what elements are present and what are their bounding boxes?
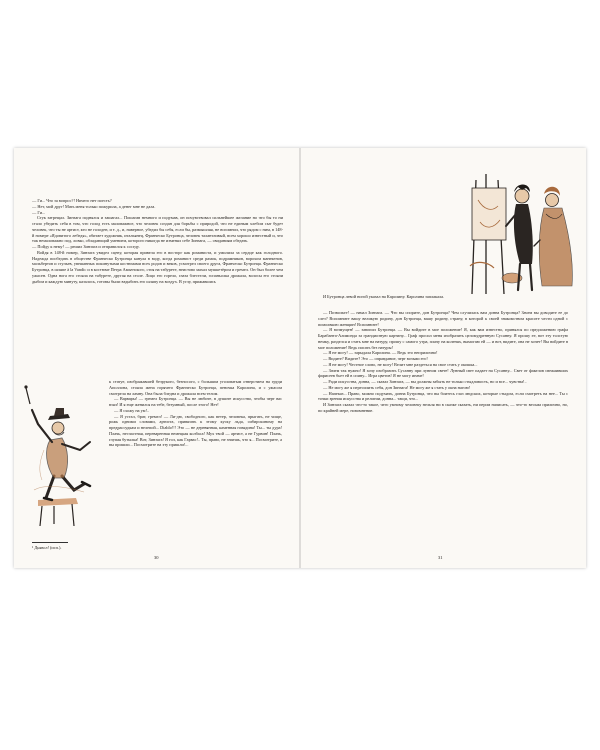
paragraph: — Позвольте! — начал Зинзага. — Что вы спорите, дон Бутронца? Чем случилась вам донна Бутронца? Зачем вы доводите ее до слез? Вспомните вашу великую родину, дон Бутронца, вашу родину, страну, в которой к своей знакомством красоте чести одной с помолвкою женщин! Вспомните! [318, 310, 568, 327]
paragraph: И Зинзага сказал что-то такое, чего умному человеку нельзя ни в сказке сказать, ни пером написать, — что-то весьма прилично, но, по крайней мере, новомнение. [318, 402, 568, 413]
paragraph: — Я устал, брат, гремел! — Ли-дю, свободного, как ветер, человека, прыгать, не чище, рожь одними словами, артиста, привязать к этому куску льда, сибирскиному на предрассудкам и нелепой... Diablo!!! Это — не деревянная, каменная говядина! Ты... ты дура! Плачь, несчастная, переваренная немецкая колбаса! Мух твой — артист, а не Гурвин! Плачь, глупая бутылка! Вот, Зинзага! Я гол, как Гарвас!.. Ты, право, не знаешь, что я... Посмотрите, а вы пришли... Посмотрите на эту пришли!... [109, 413, 282, 448]
paragraph: — Ги... [32, 209, 46, 215]
illustration-dancing-man [24, 380, 108, 528]
footnote-rule [32, 542, 68, 543]
left-page [14, 148, 300, 568]
paragraph: — Я не могу! Честное слово, не могу! Велит мне раздеться на свое стать у окошка... [323, 361, 478, 367]
right-page [300, 148, 586, 568]
paragraph: — Я возмущен! — завопил Бутронца. — Вы войдите в мое положение! Я, как вам известно, принялся по предложению графа Барабанта-Алимонда за грандиозную картину... Граф просил меня изобразить целомудренную Сусанну. Я прошу ее, вот эту толстую немку, разделся и стать мне на натуру, прошу с самого утра, плачу на коленях, вымогаю ей — и вот, видите, она не хочет! Вы войдите в мое положение! Ведь писать без натуры! [318, 327, 568, 350]
paragraph: — Зачем так нужно! Я хочу изобразить Сусанну при лунном свете! Лунный свет падает на Сусанну... Свет от факелов свежаивших фарисеев бьет ей в спину... Игра цветов! Я не могу иначе! [318, 367, 568, 379]
paragraph: Стук затрещал. Зинзага поднялся и зашагал... Пошагав немного и подумав, он почувствовал сильнейшее желание но что бы то ни стало убедить себя в том, что голод есть маловажное, что человек создан для борьбы с природой, что не единым хлебом сыт будет человек, что ты не артист, кто не голоден, и т. д., и, наверное, убедил бы себя, если бы, размышляя, не вспомнил, что рядом с ним, в 148-й номере «Ядовитого лебедя», обитает художник, итальянец, Франческо Бутронца, человек талантливый, всем хорошо известный и, что так немаловажно под, ловко, обладающий умением, которого никогда не изменял себе Зинзага, — свиданиям обедать. [32, 215, 283, 244]
right-page-main-text [318, 310, 568, 414]
left-page-top-text [32, 198, 283, 284]
page-number-right: 31 [438, 555, 443, 560]
paragraph: — Ради искусства, донна, — сказал Зинзага, — вы должны забыть не только стыдливость, но и все... чувства!.. [323, 379, 527, 384]
paragraph: — Нет, мой друг! Мать меня только пожурила, а денег мне не дала. [32, 203, 156, 209]
paragraph: — Не могу же я пересилить себя, дон Зинзага! Не могу же я стать у окна нагою! [323, 384, 471, 390]
left-page-wrapped-text [109, 379, 282, 448]
book-spread [14, 148, 586, 568]
footnote: ¹ Дьявол! (исп.). [32, 545, 62, 550]
paragraph: — Пойду к нему! — решил Зинзага и отправился к соседу. [32, 244, 140, 249]
paragraph: Войдя в 148-й номер, Зинзага увидел сцену, которая привела его в восторг как романиста, и умилила за сердце как голодного. Надежда пообедать в обществе Франческо Бутронца канула в воду, когда романист среди рамок, подрамников, ворохом манекенов, мольбертов и стульев, увешанных покинутыми костюмами всех родов и веков, усмотрел своего друга, Франческо Бутронца. Франческо Бутронца, в шляпе à la Vandic и в костюме Петра Амьенского, стоя на табурете, неистово махал мушкетёром и гремел. Он был более чем ужасен. Одна нога его стояла на табурете, другая на столе. Лицо его горело, глаза блестели, эспаньолка дрожала, волосы его стояли дыбом и каждую минуту, казалось, готовы были вздыбить его шляпу на воздух. В углу, прижавшись [32, 249, 283, 284]
paragraph: — Я не могу! — зарыдала Каролина. — Ведь это неприлично! [323, 350, 438, 356]
page-number-left: 30 [154, 555, 159, 560]
paragraph: — Я схожу на ум!.. [114, 407, 150, 413]
right-page-wrapped-text [318, 294, 458, 300]
paragraph: — Видите? Видите? Это — оправдание, черт возьми его! [323, 356, 428, 361]
paragraph: — Варвары! — гремел Бутронца. — Вы не любите, в душите искусство, чтобы черт вас взял! И я еще женился на тебе, безумный, после этого! Нет! [109, 396, 282, 407]
illustration-artists-at-easel [468, 170, 578, 298]
paragraph: к статуе, изображавшей безрукого, безносого, с большим уголоватым отверстием на груди Аполлона, стояла жена горячего Франческо Бутронца, пеночка Каролина, и с ужасом смотрела на ламну. Она была бледна и дрожала всем телом. [109, 379, 282, 396]
paragraph: — Напеказ... Право, можно подумать, донна Бутронца, что вы боитесь глаз людских, которые стыдом, если смотреть на нее... Ты с точки зрения искусства и религии, донна... тащи, что... [318, 390, 568, 402]
paragraph: — Ги... Что за вопрос?! Ничего нет поесть? [32, 198, 112, 203]
paragraph: И Бутронца левой ногой указал на Каролину. Каролина заплакала. [323, 294, 445, 299]
